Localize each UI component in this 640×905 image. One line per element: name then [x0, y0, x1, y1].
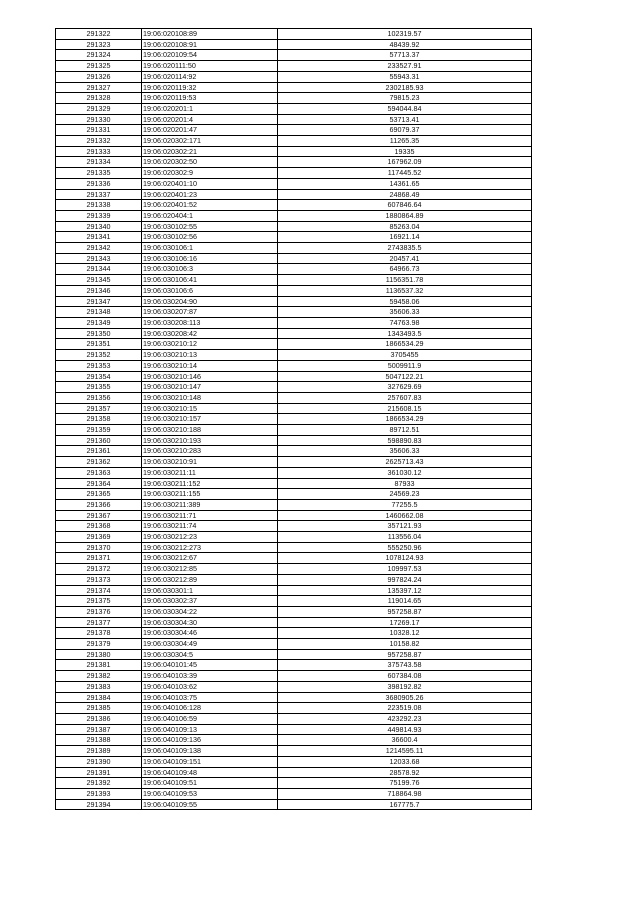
cadastral-number-cell: 19:06:040109:151: [142, 756, 278, 767]
row-number-cell: 291377: [56, 617, 142, 628]
cadastral-number-cell: 19:06:040106:59: [142, 714, 278, 725]
table-row: [56, 232, 532, 243]
cadastral-number-cell: 19:06:030212:273: [142, 542, 278, 553]
cadastral-number-cell: 19:06:030210:15: [142, 403, 278, 414]
table-row: [56, 403, 532, 414]
row-number-cell: 291354: [56, 371, 142, 382]
cadastral-number-cell: 19:06:030208:42: [142, 328, 278, 339]
amount-cell: 2625713.43: [278, 457, 532, 468]
cadastral-number-cell: 19:06:030106:41: [142, 275, 278, 286]
amount-cell: 3705455: [278, 350, 532, 361]
row-number-cell: 291373: [56, 574, 142, 585]
amount-cell: 19335: [278, 146, 532, 157]
cadastral-number-cell: 19:06:040101:45: [142, 660, 278, 671]
table-row: [56, 692, 532, 703]
row-number-cell: 291342: [56, 243, 142, 254]
table-row: [56, 617, 532, 628]
amount-cell: 77255.5: [278, 499, 532, 510]
row-number-cell: 291387: [56, 724, 142, 735]
amount-cell: 85263.04: [278, 221, 532, 232]
row-number-cell: 291348: [56, 307, 142, 318]
cadastral-number-cell: 19:06:020401:10: [142, 178, 278, 189]
row-number-cell: 291349: [56, 317, 142, 328]
row-number-cell: 291372: [56, 564, 142, 575]
cadastral-number-cell: 19:06:030210:193: [142, 435, 278, 446]
table-row: [56, 767, 532, 778]
amount-cell: 2302185.93: [278, 82, 532, 93]
cadastral-number-cell: 19:06:020401:23: [142, 189, 278, 200]
records-table: [55, 28, 532, 810]
amount-cell: 109997.53: [278, 564, 532, 575]
table-row: [56, 210, 532, 221]
cadastral-number-cell: 19:06:030106:16: [142, 253, 278, 264]
amount-cell: 997824.24: [278, 574, 532, 585]
row-number-cell: 291351: [56, 339, 142, 350]
row-number-cell: 291374: [56, 585, 142, 596]
amount-cell: 57713.37: [278, 50, 532, 61]
amount-cell: 87933: [278, 478, 532, 489]
cadastral-number-cell: 19:06:040103:39: [142, 671, 278, 682]
row-number-cell: 291385: [56, 703, 142, 714]
table-row: [56, 392, 532, 403]
table-row: [56, 189, 532, 200]
row-number-cell: 291357: [56, 403, 142, 414]
amount-cell: 5047122.21: [278, 371, 532, 382]
cadastral-number-cell: 19:06:020401:52: [142, 200, 278, 211]
amount-cell: 35606.33: [278, 446, 532, 457]
row-number-cell: 291322: [56, 29, 142, 40]
row-number-cell: 291364: [56, 478, 142, 489]
row-number-cell: 291394: [56, 799, 142, 810]
amount-cell: 375743.58: [278, 660, 532, 671]
table-row: [56, 125, 532, 136]
row-number-cell: 291323: [56, 39, 142, 50]
amount-cell: 607846.64: [278, 200, 532, 211]
row-number-cell: 291352: [56, 350, 142, 361]
amount-cell: 598890.83: [278, 435, 532, 446]
table-row: [56, 157, 532, 168]
cadastral-number-cell: 19:06:030210:283: [142, 446, 278, 457]
row-number-cell: 291324: [56, 50, 142, 61]
table-row: [56, 71, 532, 82]
row-number-cell: 291330: [56, 114, 142, 125]
table-row: [56, 243, 532, 254]
row-number-cell: 291345: [56, 275, 142, 286]
row-number-cell: 291381: [56, 660, 142, 671]
amount-cell: 1136537.32: [278, 285, 532, 296]
amount-cell: 957258.87: [278, 649, 532, 660]
cadastral-number-cell: 19:06:030304:46: [142, 628, 278, 639]
cadastral-number-cell: 19:06:030210:146: [142, 371, 278, 382]
table-row: [56, 425, 532, 436]
amount-cell: 2743835.5: [278, 243, 532, 254]
row-number-cell: 291353: [56, 360, 142, 371]
amount-cell: 35606.33: [278, 307, 532, 318]
table-row: [56, 103, 532, 114]
amount-cell: 10158.82: [278, 639, 532, 650]
row-number-cell: 291341: [56, 232, 142, 243]
row-number-cell: 291370: [56, 542, 142, 553]
cadastral-number-cell: 19:06:030106:6: [142, 285, 278, 296]
cadastral-number-cell: 19:06:030304:49: [142, 639, 278, 650]
table-row: [56, 714, 532, 725]
row-number-cell: 291326: [56, 71, 142, 82]
table-row: [56, 596, 532, 607]
cadastral-number-cell: 19:06:030210:147: [142, 382, 278, 393]
cadastral-number-cell: 19:06:030210:14: [142, 360, 278, 371]
table-row: [56, 510, 532, 521]
table-row: [56, 339, 532, 350]
row-number-cell: 291334: [56, 157, 142, 168]
row-number-cell: 291327: [56, 82, 142, 93]
table-row: [56, 542, 532, 553]
amount-cell: 117445.52: [278, 168, 532, 179]
cadastral-number-cell: 19:06:020201:47: [142, 125, 278, 136]
amount-cell: 5009911.9: [278, 360, 532, 371]
table-row: [56, 285, 532, 296]
row-number-cell: 291378: [56, 628, 142, 639]
amount-cell: 233527.91: [278, 61, 532, 72]
row-number-cell: 291328: [56, 93, 142, 104]
cadastral-number-cell: 19:06:030212:23: [142, 532, 278, 543]
table-row: [56, 350, 532, 361]
table-row: [56, 435, 532, 446]
row-number-cell: 291365: [56, 489, 142, 500]
table-row: [56, 564, 532, 575]
table-row: [56, 446, 532, 457]
cadastral-number-cell: 19:06:040106:128: [142, 703, 278, 714]
row-number-cell: 291363: [56, 467, 142, 478]
table-row: [56, 574, 532, 585]
cadastral-number-cell: 19:06:040109:138: [142, 746, 278, 757]
cadastral-number-cell: 19:06:030208:113: [142, 317, 278, 328]
row-number-cell: 291347: [56, 296, 142, 307]
row-number-cell: 291371: [56, 553, 142, 564]
amount-cell: 423292.23: [278, 714, 532, 725]
row-number-cell: 291343: [56, 253, 142, 264]
table-row: [56, 799, 532, 810]
row-number-cell: 291383: [56, 681, 142, 692]
table-row: [56, 264, 532, 275]
cadastral-number-cell: 19:06:030211:71: [142, 510, 278, 521]
table-row: [56, 221, 532, 232]
amount-cell: 16921.14: [278, 232, 532, 243]
amount-cell: 257607.83: [278, 392, 532, 403]
table-row: [56, 499, 532, 510]
table-row: [56, 275, 532, 286]
row-number-cell: 291361: [56, 446, 142, 457]
cadastral-number-cell: 19:06:020109:54: [142, 50, 278, 61]
amount-cell: 357121.93: [278, 521, 532, 532]
row-number-cell: 291329: [56, 103, 142, 114]
amount-cell: 167775.7: [278, 799, 532, 810]
amount-cell: 55943.31: [278, 71, 532, 82]
amount-cell: 223519.08: [278, 703, 532, 714]
table-row: [56, 756, 532, 767]
amount-cell: 1078124.93: [278, 553, 532, 564]
cadastral-number-cell: 19:06:040109:53: [142, 788, 278, 799]
row-number-cell: 291393: [56, 788, 142, 799]
cadastral-number-cell: 19:06:030212:85: [142, 564, 278, 575]
table-row: [56, 521, 532, 532]
amount-cell: 594044.84: [278, 103, 532, 114]
cadastral-number-cell: 19:06:030211:152: [142, 478, 278, 489]
amount-cell: 28578.92: [278, 767, 532, 778]
row-number-cell: 291336: [56, 178, 142, 189]
table-row: [56, 253, 532, 264]
cadastral-number-cell: 19:06:030211:11: [142, 467, 278, 478]
cadastral-number-cell: 19:06:030102:55: [142, 221, 278, 232]
row-number-cell: 291358: [56, 414, 142, 425]
table-row: [56, 168, 532, 179]
amount-cell: 555250.96: [278, 542, 532, 553]
table-row: [56, 50, 532, 61]
row-number-cell: 291392: [56, 778, 142, 789]
amount-cell: 53713.41: [278, 114, 532, 125]
cadastral-number-cell: 19:06:030210:13: [142, 350, 278, 361]
table-row: [56, 724, 532, 735]
cadastral-number-cell: 19:06:030210:157: [142, 414, 278, 425]
table-row: [56, 317, 532, 328]
cadastral-number-cell: 19:06:030106:3: [142, 264, 278, 275]
row-number-cell: 291380: [56, 649, 142, 660]
row-number-cell: 291388: [56, 735, 142, 746]
row-number-cell: 291346: [56, 285, 142, 296]
cadastral-number-cell: 19:06:020114:92: [142, 71, 278, 82]
amount-cell: 20457.41: [278, 253, 532, 264]
table-row: [56, 200, 532, 211]
table-row: [56, 146, 532, 157]
cadastral-number-cell: 19:06:040109:136: [142, 735, 278, 746]
amount-cell: 113556.04: [278, 532, 532, 543]
row-number-cell: 291340: [56, 221, 142, 232]
amount-cell: 135397.12: [278, 585, 532, 596]
cadastral-number-cell: 19:06:030207:87: [142, 307, 278, 318]
cadastral-number-cell: 19:06:020108:89: [142, 29, 278, 40]
amount-cell: 10328.12: [278, 628, 532, 639]
table-row: [56, 307, 532, 318]
amount-cell: 215608.15: [278, 403, 532, 414]
table-row: [56, 735, 532, 746]
amount-cell: 75199.76: [278, 778, 532, 789]
row-number-cell: 291382: [56, 671, 142, 682]
table-row: [56, 82, 532, 93]
table-row: [56, 553, 532, 564]
table-row: [56, 606, 532, 617]
row-number-cell: 291362: [56, 457, 142, 468]
row-number-cell: 291376: [56, 606, 142, 617]
table-row: [56, 660, 532, 671]
row-number-cell: 291331: [56, 125, 142, 136]
row-number-cell: 291359: [56, 425, 142, 436]
table-row: [56, 360, 532, 371]
cadastral-number-cell: 19:06:020111:50: [142, 61, 278, 72]
amount-cell: 1866534.29: [278, 339, 532, 350]
table-row: [56, 29, 532, 40]
amount-cell: 79815.23: [278, 93, 532, 104]
cadastral-number-cell: 19:06:030210:188: [142, 425, 278, 436]
table-row: [56, 681, 532, 692]
table-row: [56, 671, 532, 682]
row-number-cell: 291390: [56, 756, 142, 767]
cadastral-number-cell: 19:06:030211:155: [142, 489, 278, 500]
amount-cell: 1343493.5: [278, 328, 532, 339]
row-number-cell: 291339: [56, 210, 142, 221]
amount-cell: 24569.23: [278, 489, 532, 500]
table-row: [56, 178, 532, 189]
cadastral-number-cell: 19:06:030106:1: [142, 243, 278, 254]
table-row: [56, 371, 532, 382]
table-row: [56, 114, 532, 125]
cadastral-number-cell: 19:06:030304:30: [142, 617, 278, 628]
table-row: [56, 532, 532, 543]
row-number-cell: 291368: [56, 521, 142, 532]
row-number-cell: 291350: [56, 328, 142, 339]
amount-cell: 17269.17: [278, 617, 532, 628]
cadastral-number-cell: 19:06:030304:5: [142, 649, 278, 660]
cadastral-number-cell: 19:06:030204:90: [142, 296, 278, 307]
amount-cell: 449814.93: [278, 724, 532, 735]
cadastral-number-cell: 19:06:040103:62: [142, 681, 278, 692]
amount-cell: 1460662.08: [278, 510, 532, 521]
cadastral-number-cell: 19:06:020108:91: [142, 39, 278, 50]
cadastral-number-cell: 19:06:030212:67: [142, 553, 278, 564]
amount-cell: 1156351.78: [278, 275, 532, 286]
cadastral-number-cell: 19:06:030302:37: [142, 596, 278, 607]
table-row: [56, 746, 532, 757]
amount-cell: 102319.57: [278, 29, 532, 40]
table-row: [56, 703, 532, 714]
table-row: [56, 478, 532, 489]
amount-cell: 398192.82: [278, 681, 532, 692]
amount-cell: 3680905.26: [278, 692, 532, 703]
cadastral-number-cell: 19:06:030210:12: [142, 339, 278, 350]
row-number-cell: 291369: [56, 532, 142, 543]
row-number-cell: 291333: [56, 146, 142, 157]
cadastral-number-cell: 19:06:030102:56: [142, 232, 278, 243]
cadastral-number-cell: 19:06:030211:389: [142, 499, 278, 510]
cadastral-number-cell: 19:06:030212:89: [142, 574, 278, 585]
cadastral-number-cell: 19:06:030304:22: [142, 606, 278, 617]
cadastral-number-cell: 19:06:030210:91: [142, 457, 278, 468]
amount-cell: 24868.49: [278, 189, 532, 200]
row-number-cell: 291356: [56, 392, 142, 403]
row-number-cell: 291337: [56, 189, 142, 200]
amount-cell: 89712.51: [278, 425, 532, 436]
row-number-cell: 291391: [56, 767, 142, 778]
amount-cell: 361030.12: [278, 467, 532, 478]
row-number-cell: 291335: [56, 168, 142, 179]
table-row: [56, 93, 532, 104]
row-number-cell: 291367: [56, 510, 142, 521]
amount-cell: 167962.09: [278, 157, 532, 168]
table-row: [56, 457, 532, 468]
table-row: [56, 296, 532, 307]
table-row: [56, 414, 532, 425]
table-body: [56, 29, 532, 810]
table-row: [56, 628, 532, 639]
row-number-cell: 291366: [56, 499, 142, 510]
row-number-cell: 291360: [56, 435, 142, 446]
amount-cell: 36600.4: [278, 735, 532, 746]
cadastral-number-cell: 19:06:020119:53: [142, 93, 278, 104]
amount-cell: 59458.06: [278, 296, 532, 307]
table-row: [56, 778, 532, 789]
table-row: [56, 788, 532, 799]
table-row: [56, 61, 532, 72]
amount-cell: 14361.65: [278, 178, 532, 189]
amount-cell: 1214595.11: [278, 746, 532, 757]
amount-cell: 607384.08: [278, 671, 532, 682]
cadastral-number-cell: 19:06:020119:32: [142, 82, 278, 93]
amount-cell: 718864.98: [278, 788, 532, 799]
cadastral-number-cell: 19:06:020302:50: [142, 157, 278, 168]
cadastral-number-cell: 19:06:020201:1: [142, 103, 278, 114]
amount-cell: 11265.35: [278, 136, 532, 147]
row-number-cell: 291389: [56, 746, 142, 757]
amount-cell: 1866534.29: [278, 414, 532, 425]
cadastral-number-cell: 19:06:030210:148: [142, 392, 278, 403]
amount-cell: 1880864.89: [278, 210, 532, 221]
cadastral-number-cell: 19:06:040109:55: [142, 799, 278, 810]
cadastral-number-cell: 19:06:030211:74: [142, 521, 278, 532]
cadastral-number-cell: 19:06:020201:4: [142, 114, 278, 125]
cadastral-number-cell: 19:06:020302:9: [142, 168, 278, 179]
row-number-cell: 291332: [56, 136, 142, 147]
row-number-cell: 291384: [56, 692, 142, 703]
cadastral-number-cell: 19:06:030301:1: [142, 585, 278, 596]
amount-cell: 957258.87: [278, 606, 532, 617]
table-row: [56, 649, 532, 660]
cadastral-number-cell: 19:06:040103:75: [142, 692, 278, 703]
amount-cell: 119014.65: [278, 596, 532, 607]
cadastral-number-cell: 19:06:040109:48: [142, 767, 278, 778]
table-row: [56, 39, 532, 50]
amount-cell: 69079.37: [278, 125, 532, 136]
cadastral-number-cell: 19:06:020302:171: [142, 136, 278, 147]
cadastral-number-cell: 19:06:020404:1: [142, 210, 278, 221]
table-row: [56, 489, 532, 500]
row-number-cell: 291344: [56, 264, 142, 275]
row-number-cell: 291325: [56, 61, 142, 72]
table-row: [56, 382, 532, 393]
row-number-cell: 291386: [56, 714, 142, 725]
amount-cell: 64966.73: [278, 264, 532, 275]
row-number-cell: 291355: [56, 382, 142, 393]
row-number-cell: 291379: [56, 639, 142, 650]
data-sheet: [55, 28, 531, 810]
amount-cell: 48439.92: [278, 39, 532, 50]
amount-cell: 74763.98: [278, 317, 532, 328]
row-number-cell: 291338: [56, 200, 142, 211]
cadastral-number-cell: 19:06:040109:13: [142, 724, 278, 735]
cadastral-number-cell: 19:06:040109:51: [142, 778, 278, 789]
table-row: [56, 328, 532, 339]
table-row: [56, 467, 532, 478]
table-row: [56, 136, 532, 147]
amount-cell: 327629.69: [278, 382, 532, 393]
table-row: [56, 639, 532, 650]
cadastral-number-cell: 19:06:020302:21: [142, 146, 278, 157]
table-row: [56, 585, 532, 596]
row-number-cell: 291375: [56, 596, 142, 607]
amount-cell: 12033.68: [278, 756, 532, 767]
